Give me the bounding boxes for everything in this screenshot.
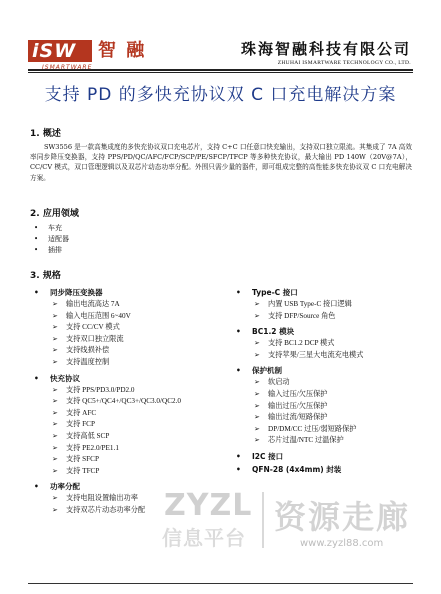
overview-paragraph: SW3556 是一款高集成度的多快充协议双口充电芯片，支持 C+C 口任意口快充输出，支持双口独立限流。其集成了 7A 高效率同步降压变换器，支持 PPS/PD/QC/AFC/FCP/SCP/PE/SFCP/TFCP 等多种快充协议，最大输出 PD 140W（20V@7A），CC/CV 模式，双口管理逻辑以及双芯片动态功率分配。外围只需少量的器件，即可组成完整的高性能多快充协议双 C 口充电解决方案。 [30, 143, 412, 182]
spec-item-text: 支持 PPS/PD3.0/PD2.0 [66, 385, 135, 394]
bullet-icon: • [236, 451, 241, 461]
arrow-icon: ➢ [52, 466, 58, 475]
spec-group-heading [236, 325, 363, 338]
arrow-icon: ➢ [254, 339, 260, 348]
section-heading-overview: 1. 概述 [30, 129, 61, 139]
spec-item-text: 支持 SFCP [66, 455, 99, 464]
arrow-icon: ➢ [254, 401, 260, 410]
spec-item [34, 334, 181, 346]
company-name-en: ZHUHAI ISMARTWARE TECHNOLOGY CO., LTD. [277, 60, 411, 66]
arrow-icon: ➢ [52, 494, 58, 503]
spec-item-text: 支持 CC/CV 模式 [66, 323, 120, 332]
arrow-icon: ➢ [52, 334, 58, 343]
arrow-icon: ➢ [52, 408, 58, 417]
watermark [150, 488, 441, 566]
spec-item [236, 424, 363, 436]
arrow-icon: ➢ [52, 311, 58, 320]
arrow-icon: ➢ [52, 420, 58, 429]
watermark-title: 资源走廊 [274, 498, 411, 536]
bullet-icon: • [34, 373, 39, 383]
spec-group-heading [236, 450, 363, 463]
spec-item [34, 311, 181, 323]
arrow-icon: ➢ [52, 397, 58, 406]
spec-group-label: 同步降压变换器 [50, 288, 103, 297]
spec-item [34, 385, 181, 397]
list-item: • 车充 [34, 224, 62, 232]
arrow-icon: ➢ [254, 389, 260, 398]
watermark-brand-cn: 信息平台 [162, 526, 246, 550]
spec-item-text: 输出过流/短路保护 [268, 413, 328, 422]
spec-item [34, 408, 181, 420]
spec-item [236, 311, 363, 323]
spec-item [236, 435, 363, 447]
spec-item [34, 466, 181, 478]
header-rule-thin [28, 72, 413, 73]
spec-item-text: 支持苹果/三星大电流充电模式 [268, 350, 364, 359]
spec-item-text: 支持 QC5+/QC4+/QC3+/QC3.0/QC2.0 [66, 397, 181, 406]
spec-item-text: 支持线损补偿 [66, 346, 110, 355]
spec-item [236, 377, 363, 389]
spec-item [236, 299, 363, 311]
spec-item-text: 支持电阻设置输出功率 [66, 494, 138, 503]
spec-group-label: 功率分配 [50, 482, 80, 492]
arrow-icon: ➢ [52, 323, 58, 332]
arrow-icon: ➢ [52, 431, 58, 440]
header-rule [28, 69, 413, 71]
spec-group-heading [236, 463, 363, 476]
spec-group-heading [34, 286, 181, 299]
spec-group-label: BC1.2 模块 [252, 327, 295, 337]
spec-item-text: 芯片过温/NTC 过温保护 [268, 436, 344, 445]
spec-item-text: 支持 PE2.0/PE1.1 [66, 443, 119, 452]
spec-item-text: 输入电压范围 6~40V [66, 311, 131, 320]
spec-group-heading [34, 372, 181, 385]
spec-item-text: 输入过压/欠压保护 [268, 389, 328, 398]
spec-item-text: 输出电流高达 7A [66, 300, 120, 308]
logo-english-name: ISMARTWARE [42, 64, 93, 71]
applications-list [34, 223, 69, 256]
bullet-icon: • [236, 366, 241, 376]
spec-item [236, 401, 363, 413]
arrow-icon: ➢ [52, 300, 58, 308]
spec-item-text: 支持 FCP [66, 420, 95, 429]
watermark-url: www.zyzl88.com [300, 538, 384, 549]
spec-item-text: 支持 AFC [66, 408, 97, 417]
company-name-cn: 珠海智融科技有限公司 [240, 40, 411, 58]
spec-item-text: 内置 USB Type-C 接口逻辑 [268, 300, 352, 308]
bullet-icon: • [236, 464, 241, 474]
spec-item [34, 431, 181, 443]
bullet-icon: • [34, 288, 39, 297]
arrow-icon: ➢ [52, 455, 58, 464]
arrow-icon: ➢ [254, 378, 260, 387]
arrow-icon: ➢ [254, 311, 260, 320]
watermark-brand: ZYZL [164, 488, 253, 523]
spec-item [34, 299, 181, 311]
spec-group-label: I2C 接口 [252, 451, 284, 461]
list-item: • 插排 [34, 246, 62, 254]
spec-group-label: 保护机制 [252, 366, 282, 376]
spec-item-text: 支持双芯片动态功率分配 [66, 505, 146, 514]
arrow-icon: ➢ [52, 357, 58, 366]
spec-item-text: 支持 TFCP [66, 466, 100, 475]
spec-item-text: 支持温度控制 [66, 357, 110, 366]
spec-item [34, 454, 181, 466]
arrow-icon: ➢ [254, 300, 260, 308]
arrow-icon: ➢ [52, 346, 58, 355]
spec-group-label: QFN-28 (4x4mm) 封装 [252, 464, 342, 474]
spec-item-text: 支持 DFP/Source 角色 [268, 311, 336, 320]
bullet-icon: • [236, 288, 241, 297]
specs-right-column [236, 286, 363, 476]
spec-group-heading [236, 364, 363, 377]
spec-item-text: 输出过压/欠压保护 [268, 401, 328, 410]
logo-chinese-name: 智 融 [98, 40, 147, 61]
spec-item-text: 软启动 [268, 378, 290, 387]
spec-item [34, 419, 181, 431]
arrow-icon: ➢ [254, 436, 260, 445]
spec-group-heading [236, 286, 363, 299]
spec-item [236, 338, 363, 350]
spec-item [34, 396, 181, 408]
bullet-icon: • [236, 327, 241, 337]
spec-item [236, 412, 363, 424]
bullet-icon: • [34, 482, 39, 492]
spec-item-text: 支持双口独立限流 [66, 334, 124, 343]
arrow-icon: ➢ [254, 424, 260, 433]
spec-item [236, 389, 363, 401]
spec-group-label: 快充协议 [50, 373, 80, 383]
spec-item [34, 357, 181, 369]
spec-item-text: 支持 BC1.2 DCP 模式 [268, 339, 335, 348]
watermark-divider [262, 492, 264, 548]
spec-item [34, 322, 181, 334]
arrow-icon: ➢ [254, 350, 260, 359]
arrow-icon: ➢ [52, 505, 58, 514]
arrow-icon: ➢ [52, 443, 58, 452]
spec-item [236, 350, 363, 362]
footer-rule [28, 583, 413, 584]
arrow-icon: ➢ [52, 385, 58, 394]
section-heading-applications: 2. 应用领域 [30, 209, 79, 219]
document-title: 支持 PD 的多快充协议双 C 口充电解决方案 [44, 85, 397, 105]
specs-left-column [34, 286, 181, 520]
spec-item [34, 345, 181, 357]
spec-item-text: 支持高低 SCP [66, 431, 110, 440]
list-item: • 适配器 [34, 235, 69, 243]
spec-item [34, 443, 181, 455]
spec-group-label: Type-C 接口 [252, 288, 298, 297]
arrow-icon: ➢ [254, 413, 260, 422]
spec-item-text: DP/DM/CC 过压/弱短路保护 [268, 424, 357, 433]
section-heading-specs: 3. 规格 [30, 271, 61, 281]
logo-mark: iSW [28, 40, 92, 62]
